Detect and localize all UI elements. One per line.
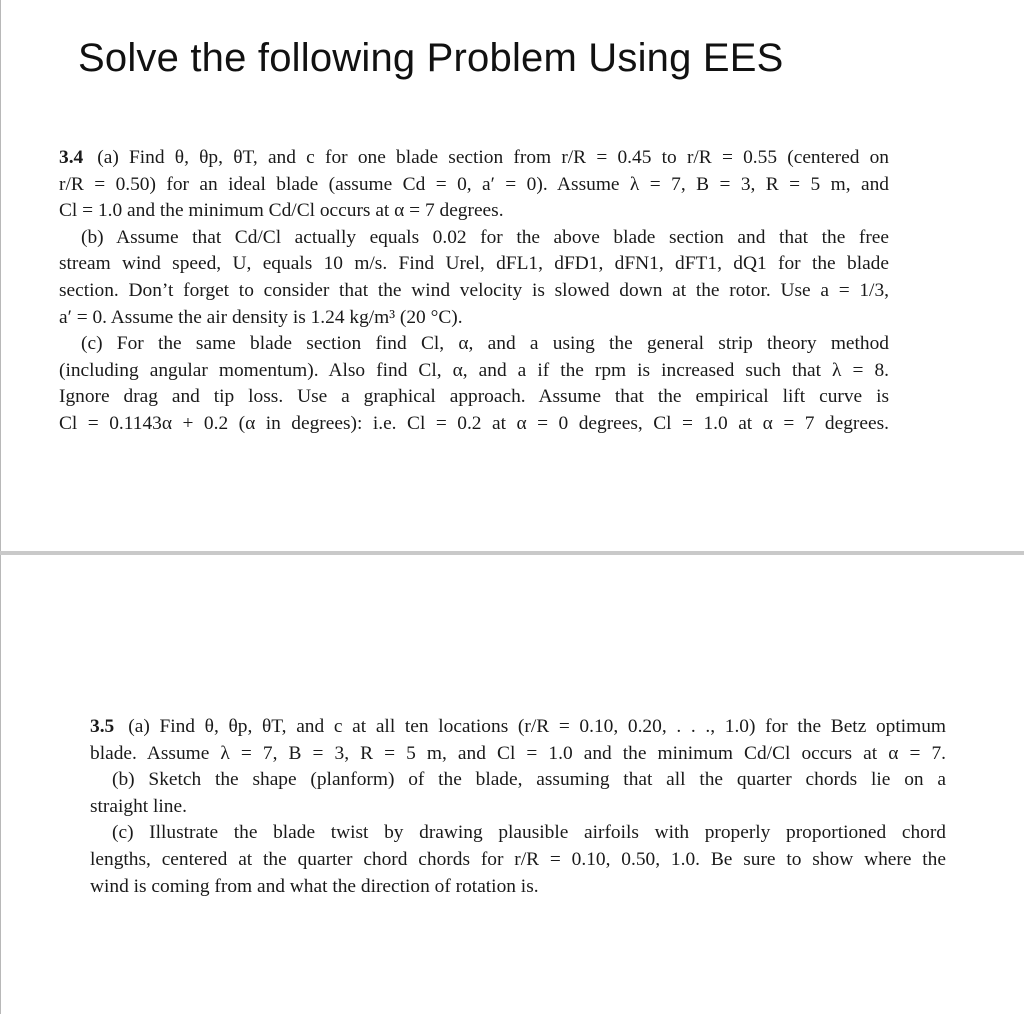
section-separator bbox=[0, 551, 1024, 555]
problem-3-5 bbox=[90, 714, 946, 900]
problem-3-4-number: 3.4 bbox=[59, 147, 84, 168]
problem-3-4-line-3: Cl = 1.0 and the minimum Cd/Cl occurs at α = 7 degrees. bbox=[59, 200, 504, 222]
problem-3-5-number: 3.5 bbox=[90, 716, 115, 737]
problem-3-5-line-5: (c) Illustrate the blade twist by drawing plausible airfoils with properly proportioned chord bbox=[112, 822, 946, 844]
problem-3-4 bbox=[59, 145, 889, 438]
problem-3-4-line-11: Cl = 0.1143α + 0.2 (α in degrees): i.e. Cl = 0.2 at α = 0 degrees, Cl = 1.0 at α = 7 degrees. bbox=[59, 412, 889, 434]
problem-3-4-line-1 bbox=[59, 145, 889, 172]
problem-3-4-line-1-text: (a) Find θ, θp, θT, and c for one blade section from r/R = 0.45 to r/R = 0.55 (centered on bbox=[97, 147, 889, 168]
problem-3-5-line-2: blade. Assume λ = 7, B = 3, R = 5 m, and Cl = 1.0 and the minimum Cd/Cl occurs at α = 7. bbox=[90, 742, 946, 764]
problem-3-4-line-10: Ignore drag and tip loss. Use a graphical approach. Assume that the empirical lift curve is bbox=[59, 386, 889, 408]
problem-3-5-line-1 bbox=[90, 714, 946, 741]
page-title: Solve the following Problem Using EES bbox=[78, 36, 784, 80]
problem-3-5-line-4: straight line. bbox=[90, 795, 187, 817]
problem-3-5-line-3: (b) Sketch the shape (planform) of the blade, assuming that all the quarter chords lie on a bbox=[112, 769, 946, 791]
problem-3-4-line-6: section. Don’t forget to consider that the wind velocity is slowed down at the rotor. Use a = 1/3, bbox=[59, 279, 889, 301]
problem-3-5-line-7: wind is coming from and what the direction of rotation is. bbox=[90, 875, 539, 897]
problem-3-4-line-9: (including angular momentum). Also find Cl, α, and a if the rpm is increased such that λ = 8. bbox=[59, 359, 889, 381]
problem-3-5-line-1-text: (a) Find θ, θp, θT, and c at all ten locations (r/R = 0.10, 0.20, . . ., 1.0) for the Betz optimum bbox=[128, 716, 946, 737]
problem-3-4-line-7: a′ = 0. Assume the air density is 1.24 kg/m³ (20 °C). bbox=[59, 306, 463, 328]
problem-3-5-line-6: lengths, centered at the quarter chord chords for r/R = 0.10, 0.50, 1.0. Be sure to show where the bbox=[90, 848, 946, 870]
problem-3-4-line-4: (b) Assume that Cd/Cl actually equals 0.02 for the above blade section and that the free bbox=[81, 226, 889, 248]
problem-3-4-line-2: r/R = 0.50) for an ideal blade (assume Cd = 0, a′ = 0). Assume λ = 7, B = 3, R = 5 m, and bbox=[59, 173, 889, 195]
problem-3-4-line-5: stream wind speed, U, equals 10 m/s. Find Urel, dFL1, dFD1, dFN1, dFT1, dQ1 for the blade bbox=[59, 253, 889, 275]
problem-3-4-line-8: (c) For the same blade section find Cl, α, and a using the general strip theory method bbox=[81, 333, 889, 355]
